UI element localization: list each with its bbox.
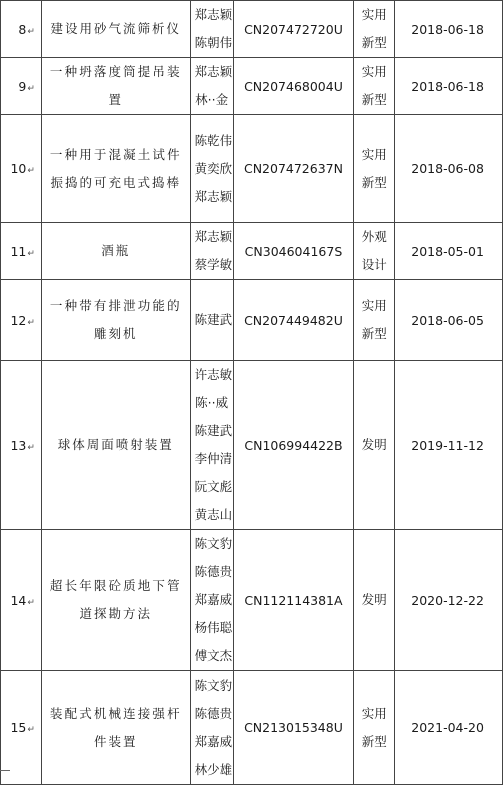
row-number: 13 [10, 437, 27, 453]
inventors-cell [190, 58, 233, 115]
patent-name-cell [41, 280, 190, 361]
inventor-name: 陈··威 [195, 395, 229, 410]
patent-number-cell [233, 671, 354, 785]
inventor-name: 郑志颖 [194, 188, 233, 204]
row-number: 9 [18, 78, 27, 94]
patent-number: CN213015348U [244, 720, 343, 735]
patent-type: 新型 [361, 35, 387, 50]
grant-date-cell [395, 58, 503, 115]
inventor-name: 陈建武 [194, 423, 233, 438]
inventor-name: 陈朝伟 [194, 35, 233, 50]
row-number: 12 [10, 312, 27, 328]
grant-date-cell [395, 530, 503, 671]
patent-type-cell [354, 115, 395, 223]
inventor-name: 杨伟聪 [194, 620, 233, 635]
row-number: 8 [18, 21, 27, 37]
inventor-name: 蔡学敏 [194, 257, 233, 272]
inventor-name: 陈乾伟 [194, 132, 233, 148]
inventor-name: 郑嘉威 [194, 592, 233, 607]
patent-number-cell [233, 58, 354, 115]
patent-type: 新型 [361, 733, 387, 749]
patent-number-cell [233, 115, 354, 223]
grant-date-cell [395, 1, 503, 58]
row-number-cell [1, 280, 42, 361]
patent-name-cell [41, 1, 190, 58]
patent-number: CN304604167S [244, 243, 343, 259]
inventor-name: 郑嘉威 [194, 733, 233, 749]
patent-type-cell [354, 530, 395, 671]
row-number-cell [1, 223, 42, 280]
patent-type: 外观 [361, 229, 387, 244]
inventor-name: 阮文彪 [194, 479, 233, 494]
patent-number-cell [233, 280, 354, 361]
patent-name-cell [41, 671, 190, 785]
inventors-cell [190, 671, 233, 785]
inventor-name: 许志敏 [194, 367, 233, 382]
patent-type: 实用 [361, 64, 387, 79]
inventor-name: 黄奕欣 [194, 160, 233, 176]
row-number-cell [1, 671, 42, 785]
table-row [1, 280, 503, 361]
patent-name: 酒瓶 [101, 243, 131, 258]
patent-type: 设计 [361, 257, 387, 272]
grant-date: 2018-06-18 [411, 78, 484, 94]
inventor-name: 李仲清 [194, 451, 233, 466]
patent-number-cell [233, 530, 354, 671]
page-edge-mark [0, 770, 10, 771]
patent-type: 实用 [361, 298, 387, 313]
grant-date: 2020-12-22 [411, 592, 484, 608]
row-number-cell [1, 58, 42, 115]
table-row [1, 223, 503, 280]
patent-name: 球体周面喷射装置 [57, 437, 174, 452]
patent-type: 实用 [361, 7, 387, 22]
patent-number-cell [233, 223, 354, 280]
patent-type-cell [354, 1, 395, 58]
row-number-cell [1, 530, 42, 671]
patent-name-cell [41, 58, 190, 115]
row-number: 10 [10, 161, 27, 176]
patent-type-cell [354, 671, 395, 785]
table-row [1, 530, 503, 671]
patent-type-cell [354, 361, 395, 530]
inventors-cell [190, 115, 233, 223]
grant-date: 2019-11-12 [411, 437, 484, 453]
patent-number: CN207468004U [244, 78, 343, 94]
table-row [1, 361, 503, 530]
table-row [1, 671, 503, 785]
paragraph-mark-icon: ↵ [27, 83, 35, 94]
inventor-name: 陈文豹 [194, 677, 233, 693]
patent-type: 实用 [361, 146, 387, 162]
paragraph-mark-icon: ↵ [27, 26, 35, 37]
patent-number: CN207472637N [243, 161, 343, 176]
grant-date-cell [395, 115, 503, 223]
patent-number-cell [233, 1, 354, 58]
patent-name: 超长年限砼质地下管道探勘方法 [49, 578, 182, 621]
inventor-name: 郑志颖 [194, 229, 233, 244]
patent-type-cell [354, 280, 395, 361]
paragraph-mark-icon: ↵ [27, 725, 35, 735]
paragraph-mark-icon: ↵ [27, 317, 35, 328]
patent-name-cell [41, 115, 190, 223]
inventors-cell [190, 280, 233, 361]
patent-type-cell [354, 223, 395, 280]
grant-date: 2018-05-01 [411, 243, 484, 259]
grant-date-cell [395, 223, 503, 280]
patent-table-body [1, 1, 503, 785]
inventors-cell [190, 530, 233, 671]
paragraph-mark-icon: ↵ [27, 248, 35, 259]
patent-number: CN207472720U [244, 21, 343, 37]
row-number-cell [1, 361, 42, 530]
patent-type: 新型 [361, 174, 387, 190]
patent-type: 实用 [361, 705, 387, 721]
grant-date: 2021-04-20 [411, 720, 484, 735]
inventor-name: 陈文豹 [194, 536, 233, 551]
inventor-name: 陈德贵 [194, 705, 233, 721]
patent-name-cell [41, 223, 190, 280]
inventor-name: 黄志山 [194, 507, 233, 522]
patent-type: 新型 [361, 92, 387, 107]
patent-name: 建设用砂气流筛析仪 [50, 21, 181, 36]
inventors-cell [190, 361, 233, 530]
grant-date-cell [395, 361, 503, 530]
row-number: 11 [10, 243, 27, 259]
grant-date-cell [395, 671, 503, 785]
row-number: 14 [10, 592, 27, 608]
grant-date-cell [395, 280, 503, 361]
table-row [1, 58, 503, 115]
paragraph-mark-icon: ↵ [27, 597, 35, 608]
patent-name-cell [41, 361, 190, 530]
table-row [1, 115, 503, 223]
paragraph-mark-icon: ↵ [27, 166, 35, 176]
patent-number: CN106994422B [244, 437, 343, 453]
grant-date: 2018-06-18 [411, 21, 484, 37]
inventors-cell [190, 223, 233, 280]
patent-name: 装配式机械连接强杆件装置 [49, 705, 182, 749]
patent-name: 一种坍落度筒提吊装置 [49, 64, 182, 107]
inventor-name: 傅文杰 [194, 648, 233, 663]
row-number-cell [1, 115, 42, 223]
patent-name: 一种带有排泄功能的雕刻机 [49, 298, 182, 341]
inventor-name: 陈建武 [194, 312, 233, 327]
inventor-name: 郑志颖 [194, 64, 233, 79]
patent-number: CN207449482U [244, 312, 343, 328]
inventor-name: 陈德贵 [194, 564, 233, 579]
inventors-cell [190, 1, 233, 58]
patent-number: CN112114381A [244, 592, 343, 608]
patent-name-cell [41, 530, 190, 671]
patent-type: 新型 [361, 326, 387, 341]
paragraph-mark-icon: ↵ [27, 442, 35, 453]
row-number: 15 [10, 720, 27, 735]
inventor-name: 郑志颖 [194, 7, 233, 22]
grant-date: 2018-06-05 [411, 312, 484, 328]
patent-type: 发明 [361, 437, 387, 452]
row-number-cell [1, 1, 42, 58]
patent-type: 发明 [361, 592, 387, 607]
table-row [1, 1, 503, 58]
inventor-name: 林··金 [195, 92, 229, 107]
inventor-name: 林少雄 [194, 761, 233, 777]
patent-name: 一种用于混凝土试件振捣的可充电式捣棒 [49, 146, 182, 190]
patent-number-cell [233, 361, 354, 530]
grant-date: 2018-06-08 [411, 161, 484, 176]
patent-type-cell [354, 58, 395, 115]
